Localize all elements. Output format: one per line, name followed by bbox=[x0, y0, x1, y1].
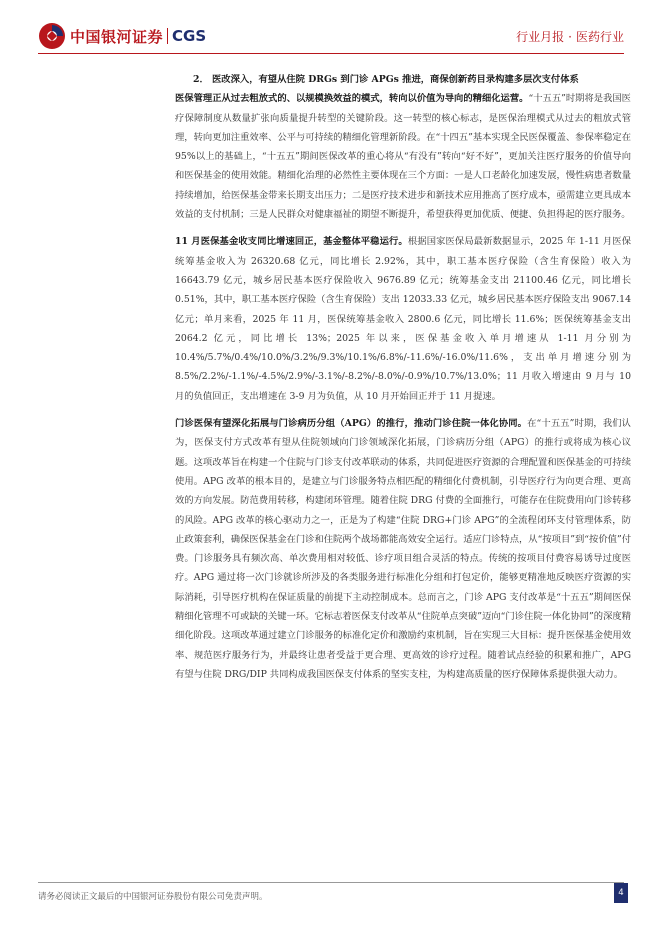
logo-divider bbox=[167, 28, 168, 44]
logo-text-en: CGS bbox=[172, 27, 207, 45]
paragraph-outpatient-apg bbox=[175, 414, 631, 684]
page-number: 4 bbox=[614, 883, 628, 903]
paragraph-medical-insurance-management bbox=[175, 89, 631, 224]
paragraph-body: “十五五”时期将是我国医疗保障制度从数量扩张向质量提升转型的关键阶段。这一转型的核心标志，是医保治理模式从过去的粗放式管理，转向更加注重效率、公平与可持续的精细化管理新阶段。在“十四五”基本实现全民医保覆盖、参保率稳定在 95%以上的基础上，“十五五”期间医保改革的重心将从“有没有”转向“好不好”，更加关注医疗服务的价值导向和医保基金的使用效能。精细化治理的必然性主要体现在三个方面：一是人口老龄化加速发展，慢性病患者数量持续增加，给医保基金带来长期支出压力；二是医疗技术进步和新技术应用推高了医疗成本，亟需建立更具成本效益的支付机制；三是人民群众对健康福祉的期望不断提升，希望获得更加优质、便捷、负担得起的医疗服务。 bbox=[175, 93, 631, 221]
paragraph-lead: 医保管理正从过去粗放式的、以规模换效益的模式，转向以价值为导向的精细化运营。 bbox=[175, 93, 529, 105]
main-content bbox=[175, 70, 631, 692]
paragraph-lead: 门诊医保有望深化拓展与门诊病历分组（APG）的推行，推动门诊住院一体化协同。 bbox=[175, 418, 528, 430]
footer-divider bbox=[38, 882, 624, 883]
cgs-logo-icon bbox=[38, 22, 66, 50]
header-divider bbox=[38, 53, 624, 54]
paragraph-fund-revenue-expense bbox=[175, 232, 631, 406]
industry-label: 医药行业 bbox=[575, 30, 624, 44]
section-title: 2． 医改深入，有望从住院 DRGs 到门诊 APGs 推进，商保创新药目录构建多层次支付体系 bbox=[193, 74, 579, 85]
page-header bbox=[0, 0, 662, 60]
logo-text-cn: 中国银河证券 bbox=[70, 27, 164, 46]
header-separator: · bbox=[568, 30, 572, 44]
report-type: 行业月报 bbox=[516, 30, 565, 44]
footer-disclaimer: 请务必阅读正文最后的中国银河证券股份有限公司免责声明。 bbox=[38, 892, 268, 902]
paragraph-body: 在“十五五”时期，我们认为，医保支付方式改革有望从住院领域向门诊领域深化拓展，门诊病历分组（APG）的推行或将成为核心议题。这项改革旨在构建一个住院与门诊支付改革联动的体系，共同促进医疗资源的合理配置和医保基金的可持续使用。APG 改革的根本目的，是建立与门诊服务特点相匹配的精细化付费机制，引导医疗行为向更合理、更高效的方向发展。防范费用转移，构建闭环管理。随着住院 DRG 付费的全面推行，可能存在住院费用向门诊转移的风险。APG 改革的核心驱动力之一，正是为了构建“住院 DRG+门诊 APG”的全流程闭环支付管理体系，防止政策套利，确保医保基金在门诊和住院两个战场都能高效安全运行。适应门诊特点，从“按项目”到“按价值”付费。门诊服务具有频次高、单次费用相对较低、诊疗项目组合灵活的特点。传统的按项目付费容易诱导过度医疗。APG 通过将一次门诊就诊所涉及的各类服务进行标准化分组和打包定价，能够更精准地反映医疗资源的实际消耗，引导医疗机构在保证质量的前提下主动控制成本。总而言之，门诊 APG 支付改革是“十五五”期间医保精细化管理不可或缺的关键一环。它标志着医保支付改革从“住院单点突破”迈向“门诊住院一体化协同”的深度精细化阶段。这项改革通过建立门诊服务的标准化定价和激励约束机制，旨在实现三大目标：提升医保基金使用效率、规范医疗服务行为，并最终让患者受益于更合理、更高效的诊疗过程。随着试点经验的积累和推广，APG 有望与住院 DRG/DIP 共同构成我国医保支付体系的坚实支柱，为构建高质量的医疗保障体系提供强大动力。 bbox=[175, 418, 631, 680]
report-category bbox=[516, 28, 624, 45]
paragraph-body: 根据国家医保局最新数据显示，2025 年 1-11 月医保统筹基金收入为 26320.68 亿元，同比增长 2.92%，其中，职工基本医疗保险（含生育保险）收入为 16643.79 亿元，城乡居民基本医疗保险收入 9676.89 亿元；统筹基金支出 21100.46 亿元，同比增长 0.51%，其中，职工基本医疗保险（含生育保险）支出 12033.33 亿元，城乡居民基本医疗保险支出 9067.14 亿元；单月来看，2025 年 11 月，医保统筹基金收入 2800.6 亿元，同比增长 11.6%；医保统筹基金支出 2064.2 亿元，同比增长 13%；2025 年以来，医保基金收入单月增速从 1-11 月分别为 10.4%/5.7%/0.4%/10.0%/3.2%/9.3%/10.1%/6.8%/-11.6%/-16.0%/11.6%，支出单月增速分别为 8.5%/2.2%/-1.1%/-4.5%/2.9%/-3.1%/-8.2%/-8.0%/-0.9%/10.7%/13.0%；11 月收入增速由 9 月与 10 月的负值回正，支出增速在 3-9 月为负值，从 10 月开始回正并于 11 月提速。 bbox=[175, 236, 631, 402]
company-logo bbox=[38, 22, 206, 50]
paragraph-lead: 11 月医保基金收支同比增速回正，基金整体平稳运行。 bbox=[175, 236, 408, 248]
